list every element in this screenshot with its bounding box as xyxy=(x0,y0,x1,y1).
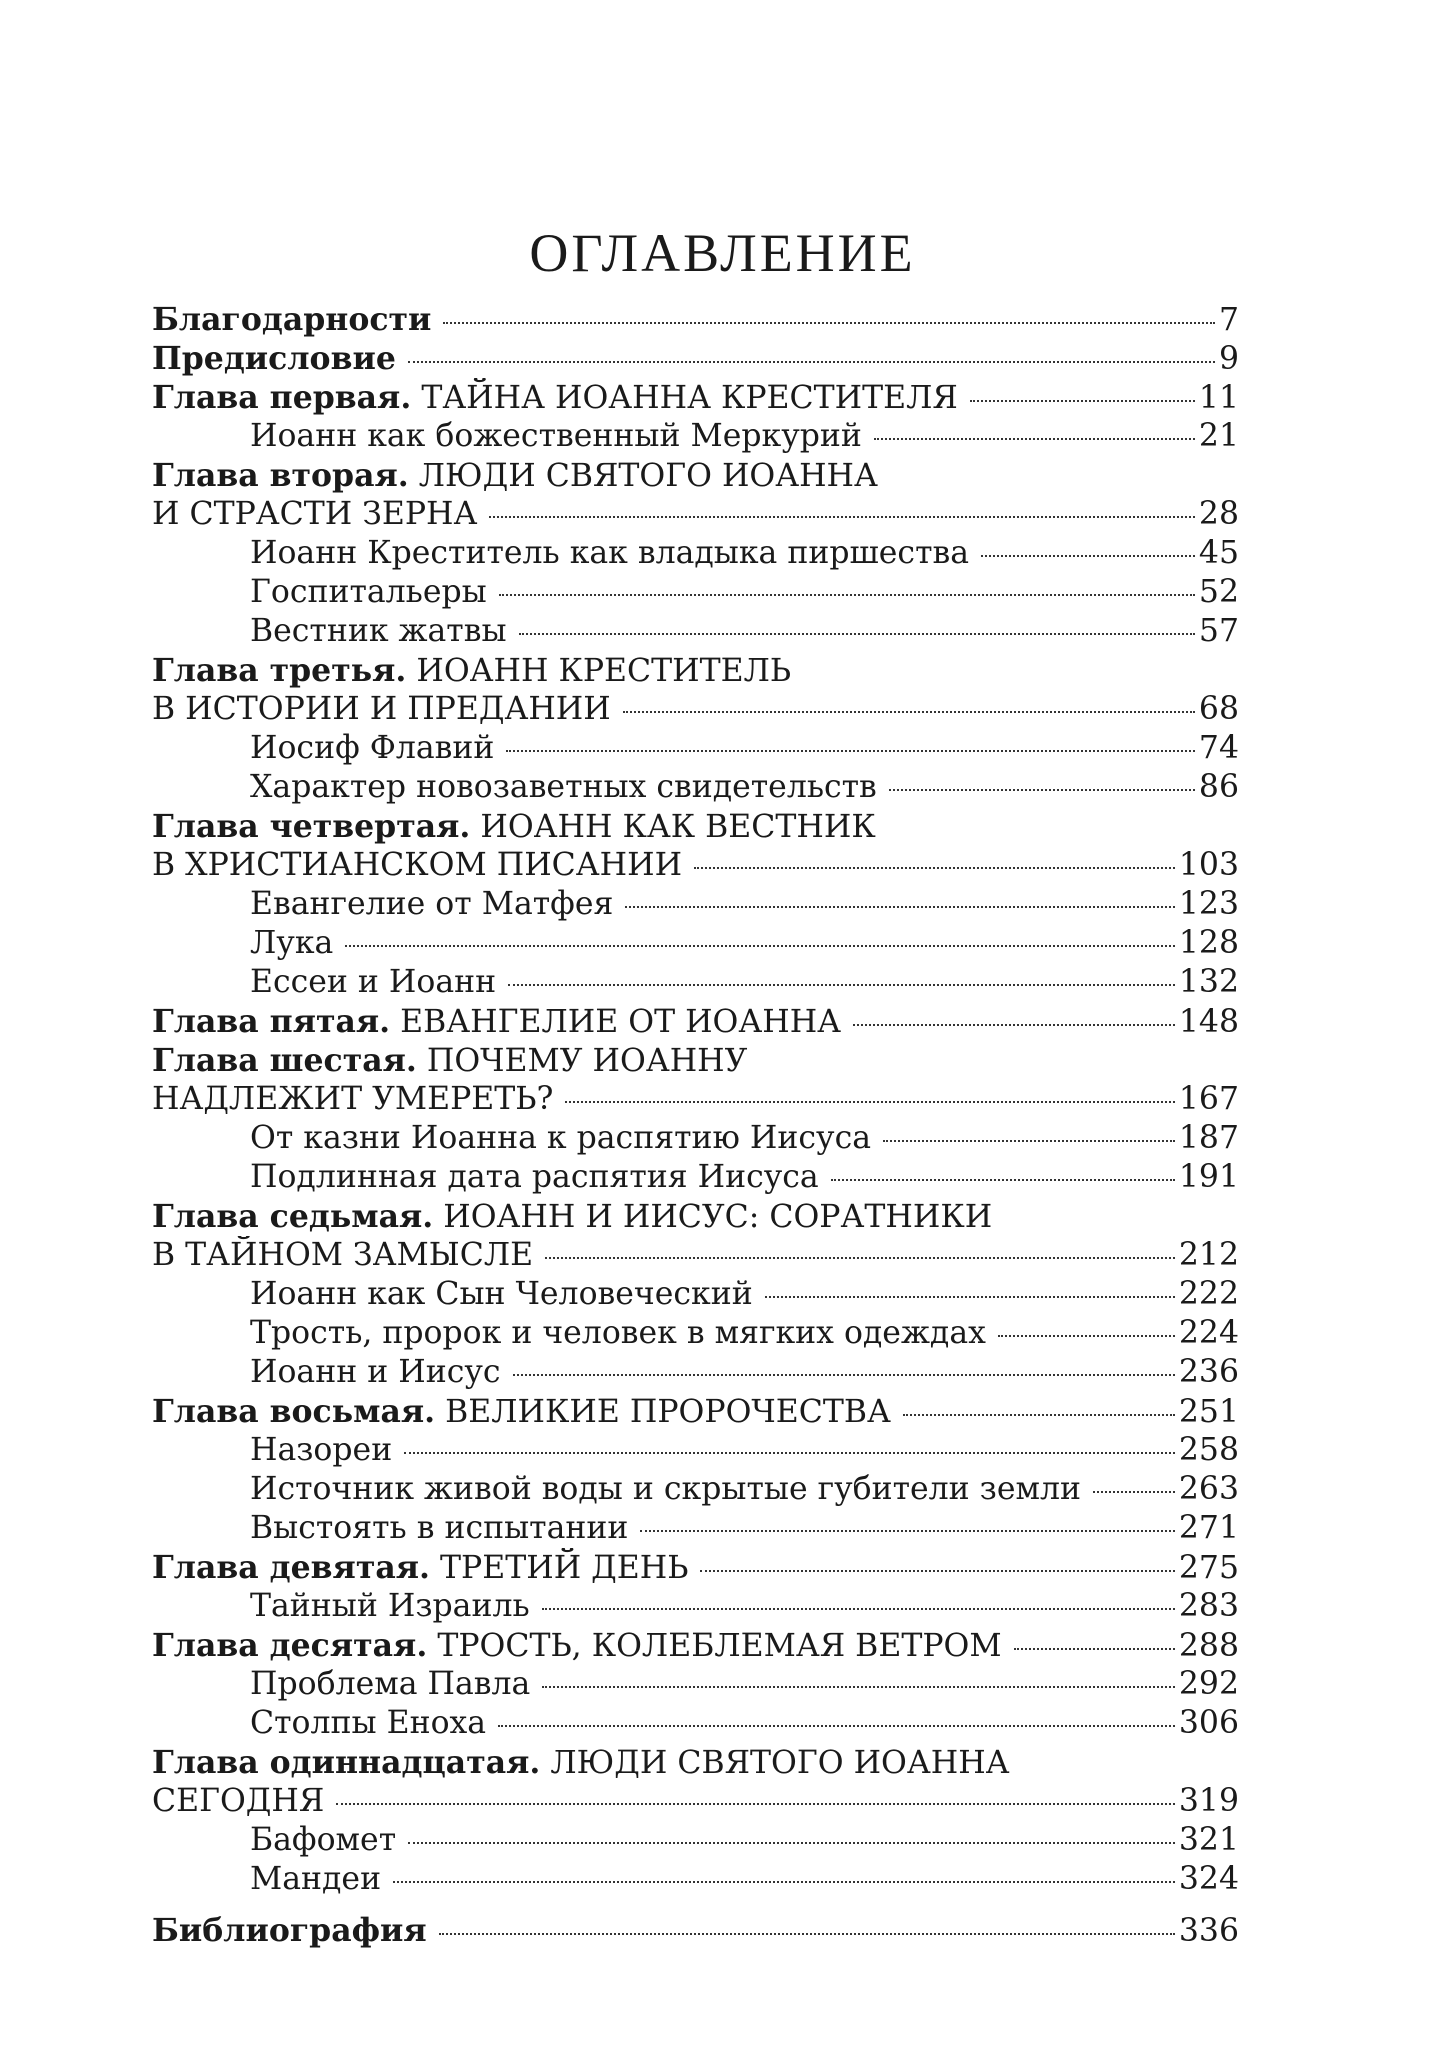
page-number: 222 xyxy=(1178,1276,1239,1312)
chapter-number: Глава десятая. xyxy=(152,1627,428,1664)
page-number: 258 xyxy=(1178,1432,1239,1468)
page-number: 271 xyxy=(1178,1510,1239,1546)
chapter-title: ИОАНН И ИИСУС: СОРАТНИКИ xyxy=(443,1199,993,1235)
toc-label xyxy=(250,1509,628,1548)
page-number: 74 xyxy=(1198,730,1239,766)
toc-entry-chapter xyxy=(152,1392,1239,1431)
page-number: 263 xyxy=(1178,1471,1239,1507)
chapter-number: Глава пятая. xyxy=(152,1003,391,1040)
chapter-title: В ТАЙНОМ ЗАМЫСЛЕ xyxy=(152,1237,534,1273)
toc-line xyxy=(152,1548,1239,1587)
toc-label xyxy=(250,768,877,807)
toc-line xyxy=(152,339,1239,378)
page-number: 283 xyxy=(1178,1588,1239,1624)
chapter-title: ТРОСТЬ, КОЛЕБЛЕМАЯ ВЕТРОМ xyxy=(437,1628,1002,1664)
toc-line xyxy=(152,1314,1239,1353)
toc-label xyxy=(152,495,477,534)
toc-line xyxy=(152,1821,1239,1860)
toc-line xyxy=(152,495,1239,534)
page-number: 21 xyxy=(1198,418,1239,454)
page-number: 251 xyxy=(1178,1394,1239,1430)
dot-leader xyxy=(498,1725,1175,1727)
chapter-number: Глава третья. xyxy=(152,652,407,689)
toc-line xyxy=(152,924,1239,963)
dot-leader xyxy=(508,984,1175,986)
dot-leader xyxy=(489,516,1195,518)
toc-label xyxy=(250,963,496,1002)
toc-entry-subsection xyxy=(152,417,1239,456)
subsection-title: Мандеи xyxy=(250,1861,382,1897)
dot-leader xyxy=(874,438,1195,440)
subsection-title: Лука xyxy=(250,925,334,961)
toc-entry-chapter xyxy=(152,651,1239,729)
page-number: 28 xyxy=(1198,496,1239,532)
toc-line xyxy=(152,690,1239,729)
toc-label xyxy=(250,729,494,768)
toc-line xyxy=(152,846,1239,885)
dot-leader xyxy=(640,1530,1175,1532)
subsection-title: Подлинная дата распятия Иисуса xyxy=(250,1159,819,1195)
toc-label xyxy=(152,378,958,417)
subsection-title: Проблема Павла xyxy=(250,1666,531,1702)
toc-line xyxy=(152,651,1239,690)
subsection-title: Иоанн как божественный Меркурий xyxy=(250,418,862,454)
chapter-title: ТАЙНА ИОАННА КРЕСТИТЕЛЯ xyxy=(421,380,958,416)
toc-label xyxy=(250,1119,871,1158)
toc-entry-subsection xyxy=(152,1353,1239,1392)
dot-leader xyxy=(565,1101,1174,1103)
toc-entry-subsection xyxy=(152,1314,1239,1353)
toc-entry-section xyxy=(152,1911,1239,1950)
toc-label xyxy=(250,1821,396,1860)
dot-leader xyxy=(883,1140,1175,1142)
chapter-title: ИОАНН КАК ВЕСТНИК xyxy=(480,809,876,845)
subsection-title: Столпы Еноха xyxy=(250,1705,487,1741)
toc-line xyxy=(152,1353,1239,1392)
toc-label xyxy=(250,1275,753,1314)
subsection-title: Иосиф Флавий xyxy=(250,730,495,766)
subsection-title: Источник живой воды и скрытые губители земли xyxy=(250,1471,1082,1507)
table-of-contents xyxy=(152,300,1239,1950)
subsection-title: Характер новозаветных свидетельств xyxy=(250,769,877,805)
toc-entry-chapter xyxy=(152,1197,1239,1275)
subsection-title: Ессеи и Иоанн xyxy=(250,964,497,1000)
toc-label xyxy=(250,417,862,456)
toc-entry-chapter xyxy=(152,378,1239,417)
dot-leader xyxy=(623,711,1195,713)
page-number: 7 xyxy=(1218,302,1239,338)
toc-entry-subsection xyxy=(152,573,1239,612)
toc-entry-chapter xyxy=(152,807,1239,885)
toc-entry-section xyxy=(152,300,1239,339)
toc-entry-subsection xyxy=(152,534,1239,573)
toc-line xyxy=(152,1743,1239,1782)
toc-label xyxy=(152,1392,891,1431)
chapter-number: Глава девятая. xyxy=(152,1549,430,1586)
toc-entry-subsection xyxy=(152,924,1239,963)
toc-line xyxy=(152,1431,1239,1470)
page-number: 288 xyxy=(1178,1628,1239,1664)
toc-label xyxy=(250,1431,392,1470)
toc-line xyxy=(152,417,1239,456)
toc-line xyxy=(152,1197,1239,1236)
subsection-title: Иоанн Креститель как владыка пиршества xyxy=(250,535,970,571)
page-number: 212 xyxy=(1178,1237,1239,1273)
toc-label xyxy=(250,1470,1081,1509)
toc-entry-chapter xyxy=(152,1743,1239,1821)
dot-leader xyxy=(981,555,1195,557)
chapter-title: В ХРИСТИАНСКОМ ПИСАНИИ xyxy=(152,847,683,883)
toc-entry-subsection xyxy=(152,729,1239,768)
page-number: 321 xyxy=(1178,1822,1239,1858)
toc-label xyxy=(250,1158,819,1197)
toc-entry-subsection xyxy=(152,1431,1239,1470)
page-number: 9 xyxy=(1218,341,1239,377)
toc-label xyxy=(250,924,333,963)
toc-line xyxy=(152,1392,1239,1431)
chapter-number: Глава вторая. xyxy=(152,457,409,494)
toc-line xyxy=(152,729,1239,768)
toc-label xyxy=(250,534,969,573)
dot-leader xyxy=(443,322,1215,324)
toc-entry-subsection xyxy=(152,1704,1239,1743)
toc-entry-section xyxy=(152,339,1239,378)
toc-line xyxy=(152,1860,1239,1899)
toc-entry-subsection xyxy=(152,1860,1239,1899)
toc-label xyxy=(250,1704,486,1743)
toc-label xyxy=(152,1002,841,1041)
chapter-number: Глава восьмая. xyxy=(152,1393,436,1430)
toc-line xyxy=(152,807,1239,846)
chapter-title: ЕВАНГЕЛИЕ ОТ ИОАННА xyxy=(400,1004,842,1040)
toc-label xyxy=(250,1860,381,1899)
page-number: 319 xyxy=(1178,1783,1239,1819)
chapter-title: ИОАНН КРЕСТИТЕЛЬ xyxy=(416,653,792,689)
subsection-title: Евангелие от Матфея xyxy=(250,886,614,922)
toc-entry-subsection xyxy=(152,963,1239,1002)
toc-entry-subsection xyxy=(152,1509,1239,1548)
dot-leader xyxy=(408,1842,1175,1844)
chapter-title: И СТРАСТИ ЗЕРНА xyxy=(152,496,478,532)
dot-leader xyxy=(970,400,1195,402)
toc-label xyxy=(250,573,487,612)
toc-label xyxy=(250,612,507,651)
subsection-title: Госпитальеры xyxy=(250,574,487,610)
toc-line xyxy=(152,300,1239,339)
toc-line xyxy=(152,1119,1239,1158)
toc-label xyxy=(152,846,682,885)
page-number: 275 xyxy=(1178,1550,1239,1586)
toc-line xyxy=(152,1236,1239,1275)
toc-line xyxy=(152,1782,1239,1821)
spacer xyxy=(152,1899,1239,1911)
toc-line xyxy=(152,1080,1239,1119)
subsection-title: Тайный Израиль xyxy=(250,1588,530,1624)
subsection-title: От казни Иоанна к распятию Иисуса xyxy=(250,1120,871,1156)
toc-line xyxy=(152,456,1239,495)
toc-label xyxy=(152,1782,324,1821)
toc-label xyxy=(250,1587,530,1626)
toc-entry-chapter xyxy=(152,1041,1239,1119)
section-title: Благодарности xyxy=(152,301,432,338)
toc-label xyxy=(250,1314,986,1353)
dot-leader xyxy=(506,750,1195,752)
toc-line xyxy=(152,1041,1239,1080)
toc-entry-chapter xyxy=(152,1626,1239,1665)
chapter-title: СЕГОДНЯ xyxy=(152,1783,325,1819)
page-number: 86 xyxy=(1198,769,1239,805)
toc-line xyxy=(152,1275,1239,1314)
dot-leader xyxy=(831,1179,1175,1181)
toc-line xyxy=(152,963,1239,1002)
dot-leader xyxy=(499,594,1195,596)
page-number: 191 xyxy=(1178,1159,1239,1195)
toc-line xyxy=(152,1470,1239,1509)
page-number: 123 xyxy=(1178,886,1239,922)
subsection-title: Выстоять в испытании xyxy=(250,1510,629,1546)
toc-line xyxy=(152,1002,1239,1041)
toc-line xyxy=(152,1704,1239,1743)
toc-label xyxy=(250,1665,530,1704)
dot-leader xyxy=(694,867,1175,869)
page-number: 132 xyxy=(1178,964,1239,1000)
toc-label xyxy=(250,885,613,924)
toc-entry-subsection xyxy=(152,1470,1239,1509)
dot-leader xyxy=(765,1296,1175,1298)
subsection-title: Трость, пророк и человек в мягких одеждах xyxy=(250,1315,986,1351)
subsection-title: Назореи xyxy=(250,1432,393,1468)
toc-label xyxy=(152,690,611,729)
page-number: 128 xyxy=(1178,925,1239,961)
dot-leader xyxy=(519,633,1195,635)
toc-line xyxy=(152,534,1239,573)
toc-label xyxy=(152,339,396,378)
chapter-title: ПОЧЕМУ ИОАННУ xyxy=(426,1043,748,1079)
dot-leader xyxy=(625,906,1175,908)
page-number: 52 xyxy=(1198,574,1239,610)
toc-label xyxy=(152,1626,1002,1665)
page-number: 68 xyxy=(1198,691,1239,727)
toc-line xyxy=(152,1158,1239,1197)
toc-line xyxy=(152,1665,1239,1704)
toc-line xyxy=(152,378,1239,417)
dot-leader xyxy=(336,1803,1175,1805)
section-title: Библиография xyxy=(152,1912,427,1949)
chapter-title: ВЕЛИКИЕ ПРОРОЧЕСТВА xyxy=(445,1394,891,1430)
toc-entry-subsection xyxy=(152,885,1239,924)
page-number: 57 xyxy=(1198,613,1239,649)
toc-entry-chapter xyxy=(152,456,1239,534)
dot-leader xyxy=(345,945,1175,947)
chapter-number: Глава первая. xyxy=(152,379,412,416)
subsection-title: Иоанн как Сын Человеческий xyxy=(250,1276,753,1312)
page-title: ОГЛАВЛЕНИЕ xyxy=(529,223,916,284)
dot-leader xyxy=(700,1570,1174,1572)
chapter-number: Глава четвертая. xyxy=(152,808,471,845)
page-number: 187 xyxy=(1178,1120,1239,1156)
chapter-number: Глава одиннадцатая. xyxy=(152,1744,541,1781)
chapter-number: Глава седьмая. xyxy=(152,1198,434,1235)
toc-label xyxy=(152,1548,688,1587)
subsection-title: Бафомет xyxy=(250,1822,397,1858)
dot-leader xyxy=(889,789,1195,791)
page-number: 148 xyxy=(1178,1004,1239,1040)
toc-label xyxy=(152,1911,427,1950)
dot-leader xyxy=(404,1452,1175,1454)
dot-leader xyxy=(439,1933,1175,1935)
chapter-title: ЛЮДИ СВЯТОГО ИОАННА xyxy=(550,1745,1010,1781)
dot-leader xyxy=(393,1881,1175,1883)
dot-leader xyxy=(853,1024,1175,1026)
toc-entry-subsection xyxy=(152,1665,1239,1704)
page-number: 103 xyxy=(1178,847,1239,883)
page-number: 167 xyxy=(1178,1081,1239,1117)
toc-entry-subsection xyxy=(152,1119,1239,1158)
dot-leader xyxy=(408,361,1215,363)
toc-label xyxy=(250,1353,501,1392)
dot-leader xyxy=(1093,1491,1175,1493)
subsection-title: Вестник жатвы xyxy=(250,613,507,649)
page-number: 324 xyxy=(1178,1861,1239,1897)
toc-label xyxy=(152,1236,533,1275)
page-number: 336 xyxy=(1178,1913,1239,1949)
toc-entry-subsection xyxy=(152,612,1239,651)
page-number: 306 xyxy=(1178,1705,1239,1741)
toc-entry-subsection xyxy=(152,768,1239,807)
toc-entry-subsection xyxy=(152,1587,1239,1626)
page-number: 236 xyxy=(1178,1354,1239,1390)
dot-leader xyxy=(513,1374,1175,1376)
dot-leader xyxy=(545,1257,1175,1259)
toc-entry-subsection xyxy=(152,1821,1239,1860)
page-number: 224 xyxy=(1178,1315,1239,1351)
chapter-title: В ИСТОРИИ И ПРЕДАНИИ xyxy=(152,691,611,727)
toc-label xyxy=(152,1080,553,1119)
toc-line xyxy=(152,1626,1239,1665)
toc-entry-subsection xyxy=(152,1275,1239,1314)
chapter-number: Глава шестая. xyxy=(152,1042,417,1079)
toc-entry-chapter xyxy=(152,1548,1239,1587)
toc-entry-subsection xyxy=(152,1158,1239,1197)
dot-leader xyxy=(998,1335,1175,1337)
toc-line xyxy=(152,1911,1239,1950)
section-title: Предисловие xyxy=(152,340,396,377)
toc-line xyxy=(152,1509,1239,1548)
toc-entry-chapter xyxy=(152,1002,1239,1041)
toc-label xyxy=(152,300,431,339)
toc-line xyxy=(152,768,1239,807)
page-number: 292 xyxy=(1178,1666,1239,1702)
toc-line xyxy=(152,1587,1239,1626)
chapter-title: ТРЕТИЙ ДЕНЬ xyxy=(440,1550,689,1586)
page-number: 45 xyxy=(1198,535,1239,571)
dot-leader xyxy=(1014,1648,1175,1650)
toc-line xyxy=(152,885,1239,924)
dot-leader xyxy=(542,1608,1175,1610)
subsection-title: Иоанн и Иисус xyxy=(250,1354,501,1390)
page-number: 11 xyxy=(1198,380,1239,416)
chapter-title: НАДЛЕЖИТ УМЕРЕТЬ? xyxy=(152,1081,554,1117)
toc-line xyxy=(152,612,1239,651)
toc-line xyxy=(152,573,1239,612)
dot-leader xyxy=(903,1414,1175,1416)
chapter-title: ЛЮДИ СВЯТОГО ИОАННА xyxy=(418,458,878,494)
dot-leader xyxy=(542,1686,1175,1688)
